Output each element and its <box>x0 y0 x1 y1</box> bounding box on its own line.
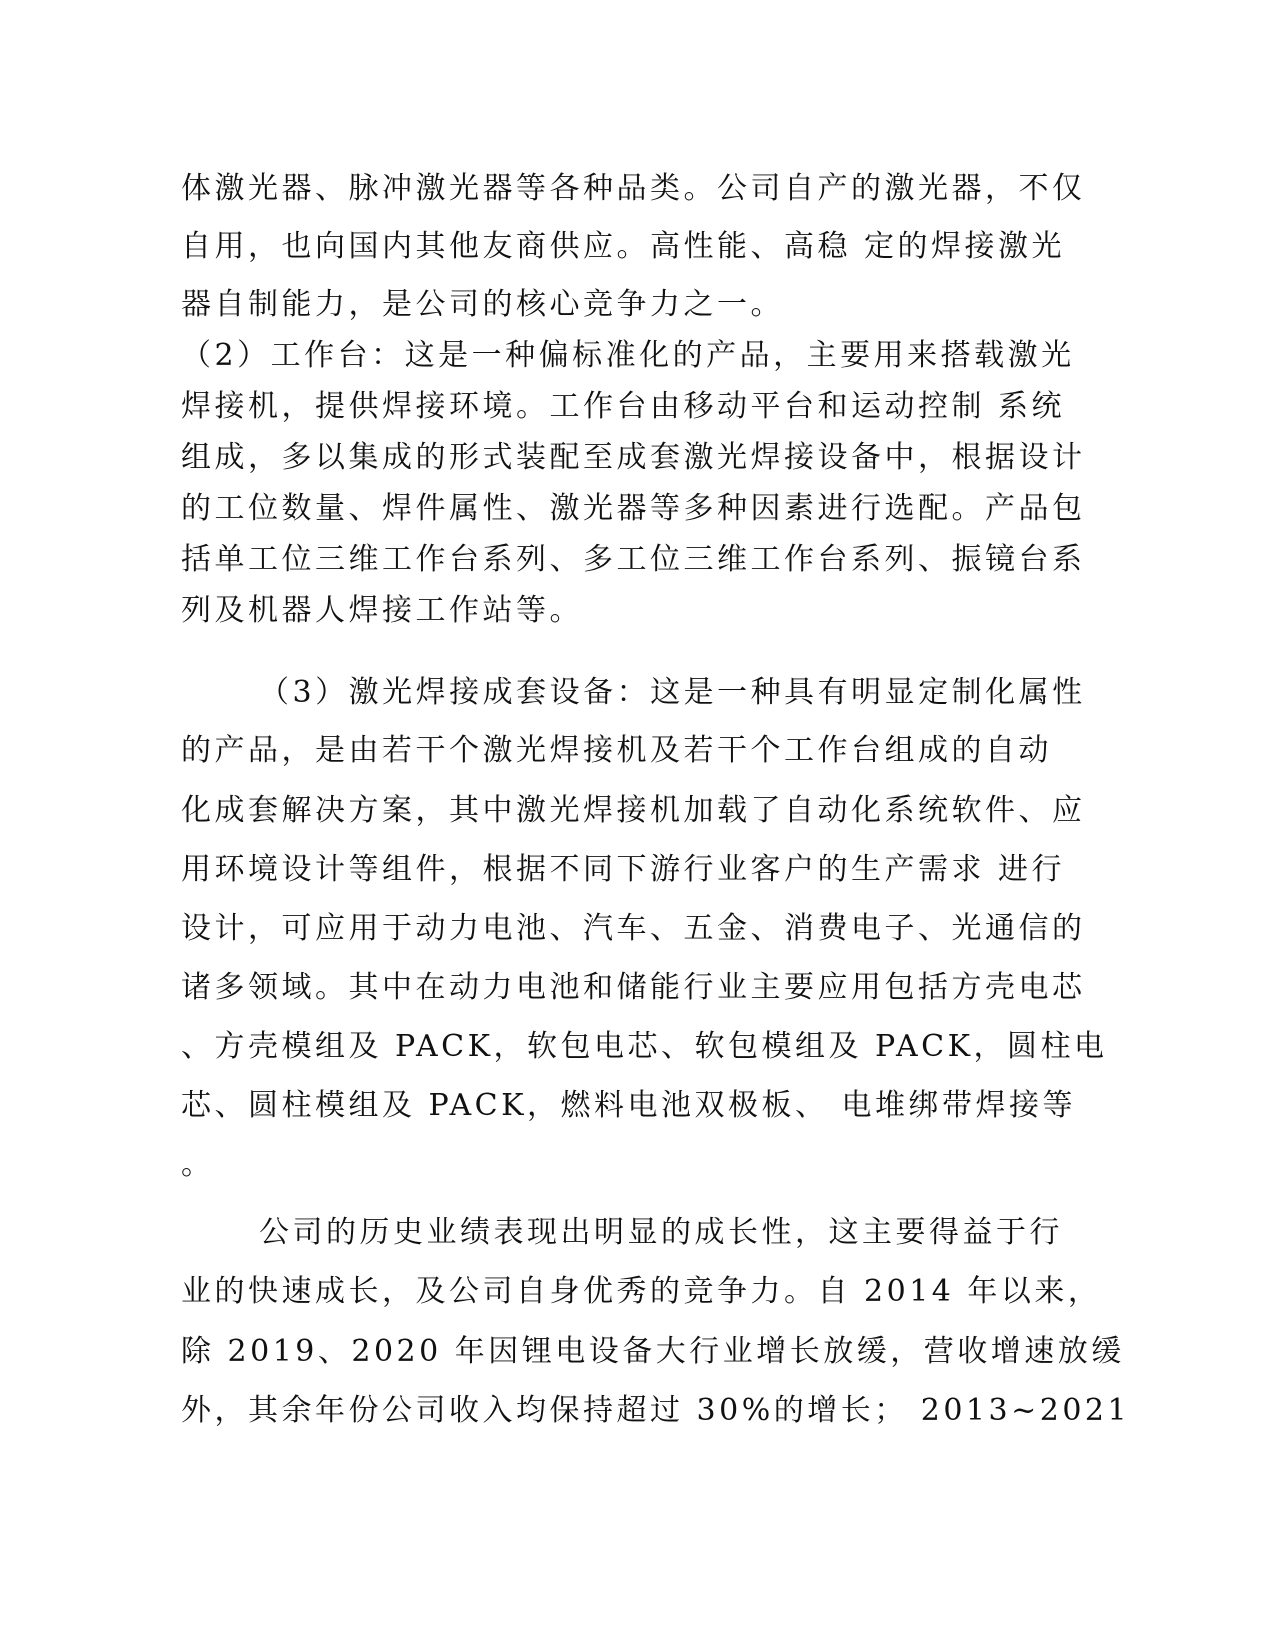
text-line: 芯、圆柱模组及 PACK，燃料电池双极板、 电堆绑带焊接等 <box>181 1088 1077 1123</box>
text-line: 自用，也向国内其他友商供应。高性能、高稳 定的焊接激光 <box>181 229 1066 264</box>
text-line: 焊接机，提供焊接环境。工作台由移动平台和运动控制 系统 <box>181 389 1066 424</box>
text-line: 除 2019、2020 年因锂电设备大行业增长放缓，营收增速放缓 <box>181 1334 1125 1369</box>
text-line: 设计，可应用于动力电池、汽车、五金、消费电子、光通信的 <box>181 911 1086 946</box>
text-line: 组成，多以集成的形式装配至成套激光焊接设备中，根据设计 <box>181 440 1086 475</box>
text-line: 诸多领域。其中在动力电池和储能行业主要应用包括方壳电芯 <box>181 970 1086 1005</box>
text-line: 、方壳模组及 PACK，软包电芯、软包模组及 PACK，圆柱电 <box>181 1029 1108 1064</box>
text-line: 公司的历史业绩表现出明显的成长性，这主要得益于行 <box>259 1215 1063 1250</box>
text-line: 用环境设计等组件，根据不同下游行业客户的生产需求 进行 <box>181 852 1066 887</box>
text-line: （3）激光焊接成套设备：这是一种具有明显定制化属性 <box>259 675 1086 710</box>
text-line: 的产品，是由若干个激光焊接机及若干个工作台组成的自动 <box>181 733 1052 768</box>
text-line: 化成套解决方案，其中激光焊接机加载了自动化系统软件、应 <box>181 793 1086 828</box>
text-line: 。 <box>181 1147 215 1182</box>
text-line: 括单工位三维工作台系列、多工位三维工作台系列、振镜台系 <box>181 542 1086 577</box>
text-line: （2）工作台：这是一种偏标准化的产品，主要用来搭载激光 <box>181 338 1075 373</box>
text-line: 外，其余年份公司收入均保持超过 30%的增长； 2013~2021 <box>181 1393 1131 1428</box>
text-line: 业的快速成长，及公司自身优秀的竞争力。自 2014 年以来， <box>181 1274 1102 1309</box>
text-line: 列及机器人焊接工作站等。 <box>181 593 583 628</box>
text-line: 器自制能力，是公司的核心竞争力之一。 <box>181 287 784 322</box>
text-line: 的工位数量、焊件属性、激光器等多种因素进行选配。产品包 <box>181 491 1086 526</box>
text-line: 体激光器、脉冲激光器等各种品类。公司自产的激光器，不仅 <box>181 171 1086 206</box>
